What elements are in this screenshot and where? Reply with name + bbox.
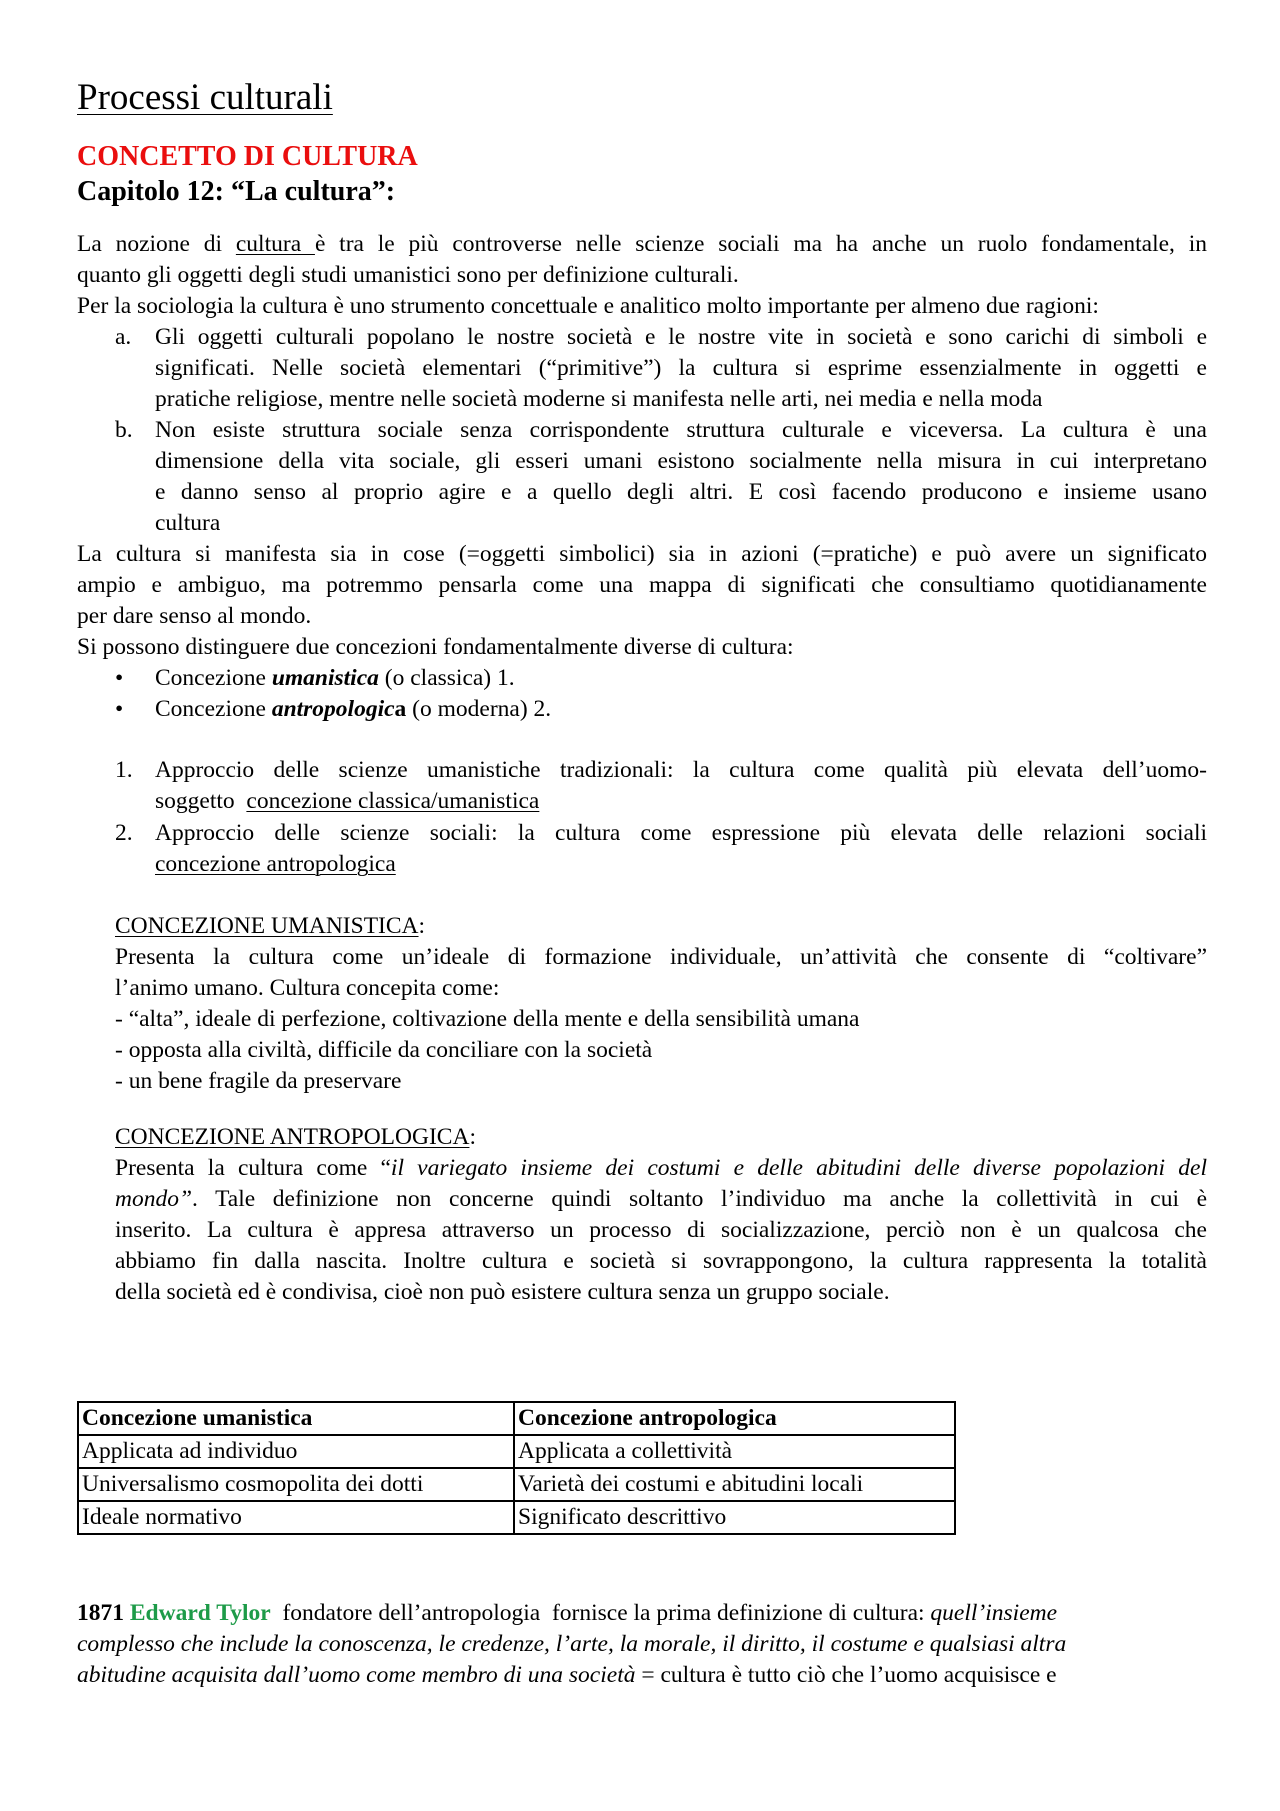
table-cell: Ideale normativo [78,1501,514,1534]
reason-b-line-1: Non esiste struttura sociale senza corrispondente struttura culturale e viceversa. La cultura è una [155,417,1207,443]
umanistica-item: - un bene fragile da preservare [115,1068,402,1094]
manifest-line-1: La cultura si manifesta sia in cose (=oggetti simbolici) sia in azioni (=pratiche) e può avere un significato [77,541,1207,567]
umanistica-line-2: l’animo umano. Cultura concepita come: [115,975,500,1001]
approccio-1-line-1: Approccio delle scienze umanistiche tradizionali: la cultura come qualità più elevata dell’uomo- [155,757,1207,783]
umanistica-item: - opposta alla civiltà, difficile da conciliare con la società [115,1037,653,1063]
antropologica-line-3: inserito. La cultura è appresa attraverso un processo di socializzazione, perciò non è un qualcosa che [115,1217,1207,1243]
intro-paragraph-2: Per la sociologia la cultura è uno strumento concettuale e analitico molto importante per almeno due ragioni: [77,293,1099,319]
reason-b-line-4: cultura [155,510,221,536]
umanistica-line-1: Presenta la cultura come un’ideale di formazione individuale, un’attività che consente di “coltivare” [115,944,1207,970]
list-marker-a: a. [115,324,132,350]
table-cell: Applicata ad individuo [78,1435,514,1468]
manifest-line-3: per dare senso al mondo. [77,603,312,629]
tylor-line-2: complesso che include la conoscenza, le credenze, l’arte, la morale, il diritto, il costume e qualsiasi altra [77,1631,1067,1657]
approccio-2-line-2 [155,849,396,880]
term-cultura: cultura [235,231,315,257]
reason-b-line-3: e danno senso al proprio agire e a quello degli altri. E così facendo producono e insieme usano [155,479,1207,505]
comparison-table [77,1401,956,1535]
reason-a-line-1: Gli oggetti culturali popolano le nostre società e le nostre vite in società e sono carichi di simboli e [155,324,1207,350]
concezione-antropologica-item: Concezione antropologica (o moderna) 2. [155,696,552,722]
tylor-line-1: 1871 Edward Tylor fondatore dell’antropologia fornisce la prima definizione di cultura: quell’insieme [77,1600,1058,1626]
list-marker-2: 2. [115,820,133,846]
manifest-line-2: ampio e ambiguo, ma potremmo pensarla come una mappa di significati che consultiamo quotidianamente [77,572,1207,598]
document-title: Processi culturali [77,77,333,118]
umanistica-item: - “alta”, ideale di perfezione, coltivazione della mente e della sensibilità umana [115,1006,860,1032]
link-concezione-antropologica: concezione antropologica [155,851,396,877]
antropologica-line-1: Presenta la cultura come “il variegato insieme dei costumi e delle abitudini delle diverse popolazioni del [115,1155,1207,1181]
distinguish-line: Si possono distinguere due concezioni fondamentalmente diverse di cultura: [77,634,794,660]
antropologica-line-4: abbiamo fin dalla nascita. Inoltre cultura e società si sovrappongono, la cultura rappresenta la totalità [115,1248,1207,1274]
table-row [78,1468,955,1501]
tylor-year: 1871 [77,1600,124,1626]
table-header: Concezione umanistica [78,1402,514,1435]
list-marker-b: b. [115,417,133,443]
tylor-line-3: abitudine acquisita dall’uomo come membro di una società = cultura è tutto ciò che l’uomo acquisisce e [77,1662,1057,1688]
antropologica-line-2: mondo”. Tale definizione non concerne quindi soltanto l’individuo ma anche la collettività in cui è [115,1186,1207,1212]
table-cell: Significato descrittivo [514,1501,955,1534]
table-header-row [78,1402,955,1435]
reason-a-line-3: pratiche religiose, mentre nelle società moderne si manifesta nelle arti, nei media e nella moda [155,386,1043,412]
table-cell: Varietà dei costumi e abitudini locali [514,1468,955,1501]
chapter-heading: Capitolo 12: “La cultura”: [77,176,396,207]
section-heading: CONCETTO DI CULTURA [77,141,418,172]
table-row [78,1501,955,1534]
list-marker-1: 1. [115,757,133,783]
antropologica-line-5: della società ed è condivisa, cioè non può esistere cultura senza un gruppo sociale. [115,1279,890,1305]
concezione-umanistica-item: Concezione umanistica (o classica) 1. [155,665,515,691]
reason-a-line-2: significati. Nelle società elementari (“primitive”) la cultura si esprime essenzialmente in oggetti e [155,355,1207,381]
intro-line-1: La nozione di cultura è tra le più controverse nelle scienze sociali ma ha anche un ruolo fondamentale, in [77,231,1207,257]
table-cell: Applicata a collettività [514,1435,955,1468]
table-header: Concezione antropologica [514,1402,955,1435]
bullet-icon: • [115,665,124,691]
approccio-2-line-1: Approccio delle scienze sociali: la cultura come espressione più elevata delle relazioni sociali [155,820,1207,846]
reason-b-line-2: dimensione della vita sociale, gli esseri umani esistono socialmente nella misura in cui interpretano [155,448,1207,474]
umanistica-heading: CONCEZIONE UMANISTICA: [115,913,426,939]
antropologica-heading: CONCEZIONE ANTROPOLOGICA: [115,1124,476,1150]
tylor-name: Edward Tylor [129,1600,271,1626]
link-concezione-classica: concezione classica/umanistica [246,788,540,814]
table-row [78,1435,955,1468]
table-cell: Universalismo cosmopolita dei dotti [78,1468,514,1501]
intro-line-2: quanto gli oggetti degli studi umanistici sono per definizione culturali. [77,262,739,288]
approccio-1-line-2: soggetto concezione classica/umanistica [155,788,540,814]
bullet-icon: • [115,696,124,722]
